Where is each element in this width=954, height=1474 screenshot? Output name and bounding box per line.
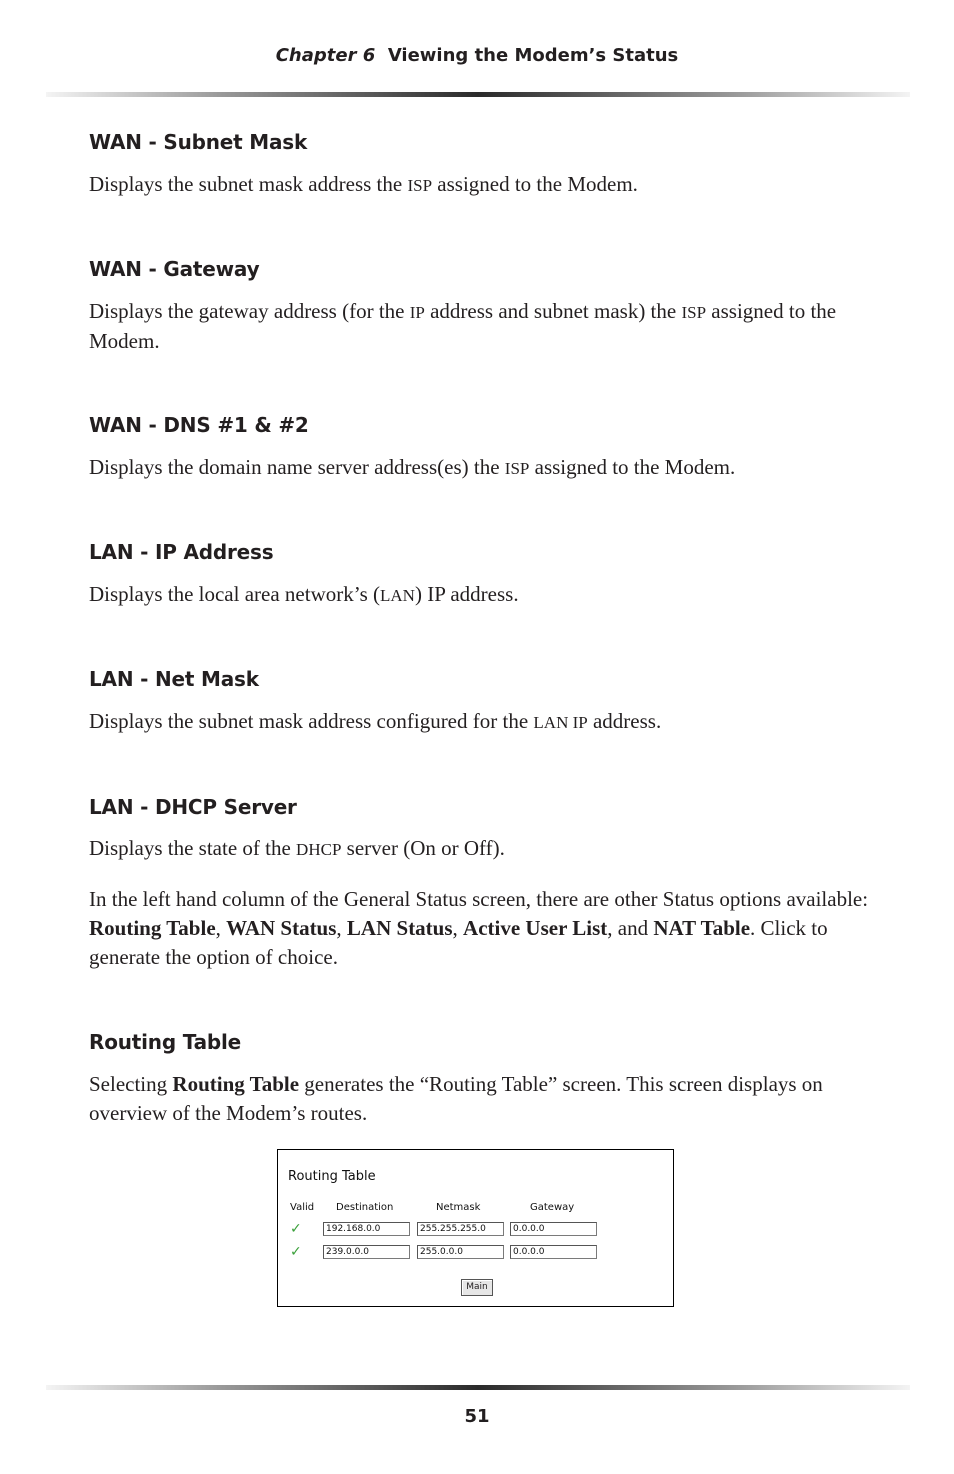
screenshot-title: Routing Table	[288, 1169, 376, 1184]
destination-field[interactable]: 192.168.0.0	[323, 1222, 410, 1236]
column-header-netmask: Netmask	[436, 1202, 481, 1213]
gateway-field[interactable]: 0.0.0.0	[510, 1222, 597, 1236]
text-lan-net-mask: Displays the subnet mask address configured for the LAN IP address.	[89, 709, 662, 733]
footer-rule	[46, 1385, 910, 1390]
heading-lan-ip-address: LAN - IP Address	[89, 540, 274, 564]
gateway-field[interactable]: 0.0.0.0	[510, 1245, 597, 1259]
chapter-label: Chapter 6	[275, 45, 376, 66]
column-header-gateway: Gateway	[530, 1202, 575, 1213]
text-lan-ip-address: Displays the local area network’s (LAN) IP address.	[89, 582, 519, 606]
header-rule	[46, 92, 910, 97]
heading-routing-table: Routing Table	[89, 1030, 242, 1054]
destination-field[interactable]: 239.0.0.0	[323, 1245, 410, 1259]
heading-lan-dhcp-server: LAN - DHCP Server	[89, 795, 297, 819]
text-status-options: In the left hand column of the General Status screen, there are other Status options available: Routing Table, WAN Status, LAN Status, Active User List, and NAT Table. Click to generate the option of choice.	[89, 887, 869, 969]
valid-check-icon[interactable]: ✓	[290, 1244, 302, 1260]
chapter-title: Viewing the Modem’s Status	[387, 45, 679, 66]
routing-table-screenshot	[277, 1149, 674, 1307]
text-routing-table: Selecting Routing Table generates the “Routing Table” screen. This screen displays on overview of the Modem’s routes.	[89, 1072, 823, 1125]
valid-check-icon[interactable]: ✓	[290, 1221, 302, 1237]
heading-wan-gateway: WAN - Gateway	[89, 257, 260, 281]
main-button[interactable]: Main	[461, 1279, 493, 1296]
heading-wan-subnet-mask: WAN - Subnet Mask	[89, 130, 308, 154]
heading-wan-dns: WAN - DNS #1 & #2	[89, 413, 309, 437]
text-wan-gateway: Displays the gateway address (for the IP address and subnet mask) the ISP assigned to the Modem.	[89, 299, 837, 353]
heading-lan-net-mask: LAN - Net Mask	[89, 667, 259, 691]
netmask-field[interactable]: 255.0.0.0	[417, 1245, 504, 1259]
page-number: 51	[464, 1406, 490, 1427]
column-header-valid: Valid	[290, 1202, 315, 1213]
text-lan-dhcp-server: Displays the state of the DHCP server (On or Off).	[89, 836, 505, 860]
column-header-destination: Destination	[336, 1202, 394, 1213]
text-wan-dns: Displays the domain name server address(es) the ISP assigned to the Modem.	[89, 455, 736, 479]
running-header	[0, 45, 954, 66]
text-wan-subnet-mask: Displays the subnet mask address the ISP assigned to the Modem.	[89, 172, 638, 196]
netmask-field[interactable]: 255.255.255.0	[417, 1222, 504, 1236]
